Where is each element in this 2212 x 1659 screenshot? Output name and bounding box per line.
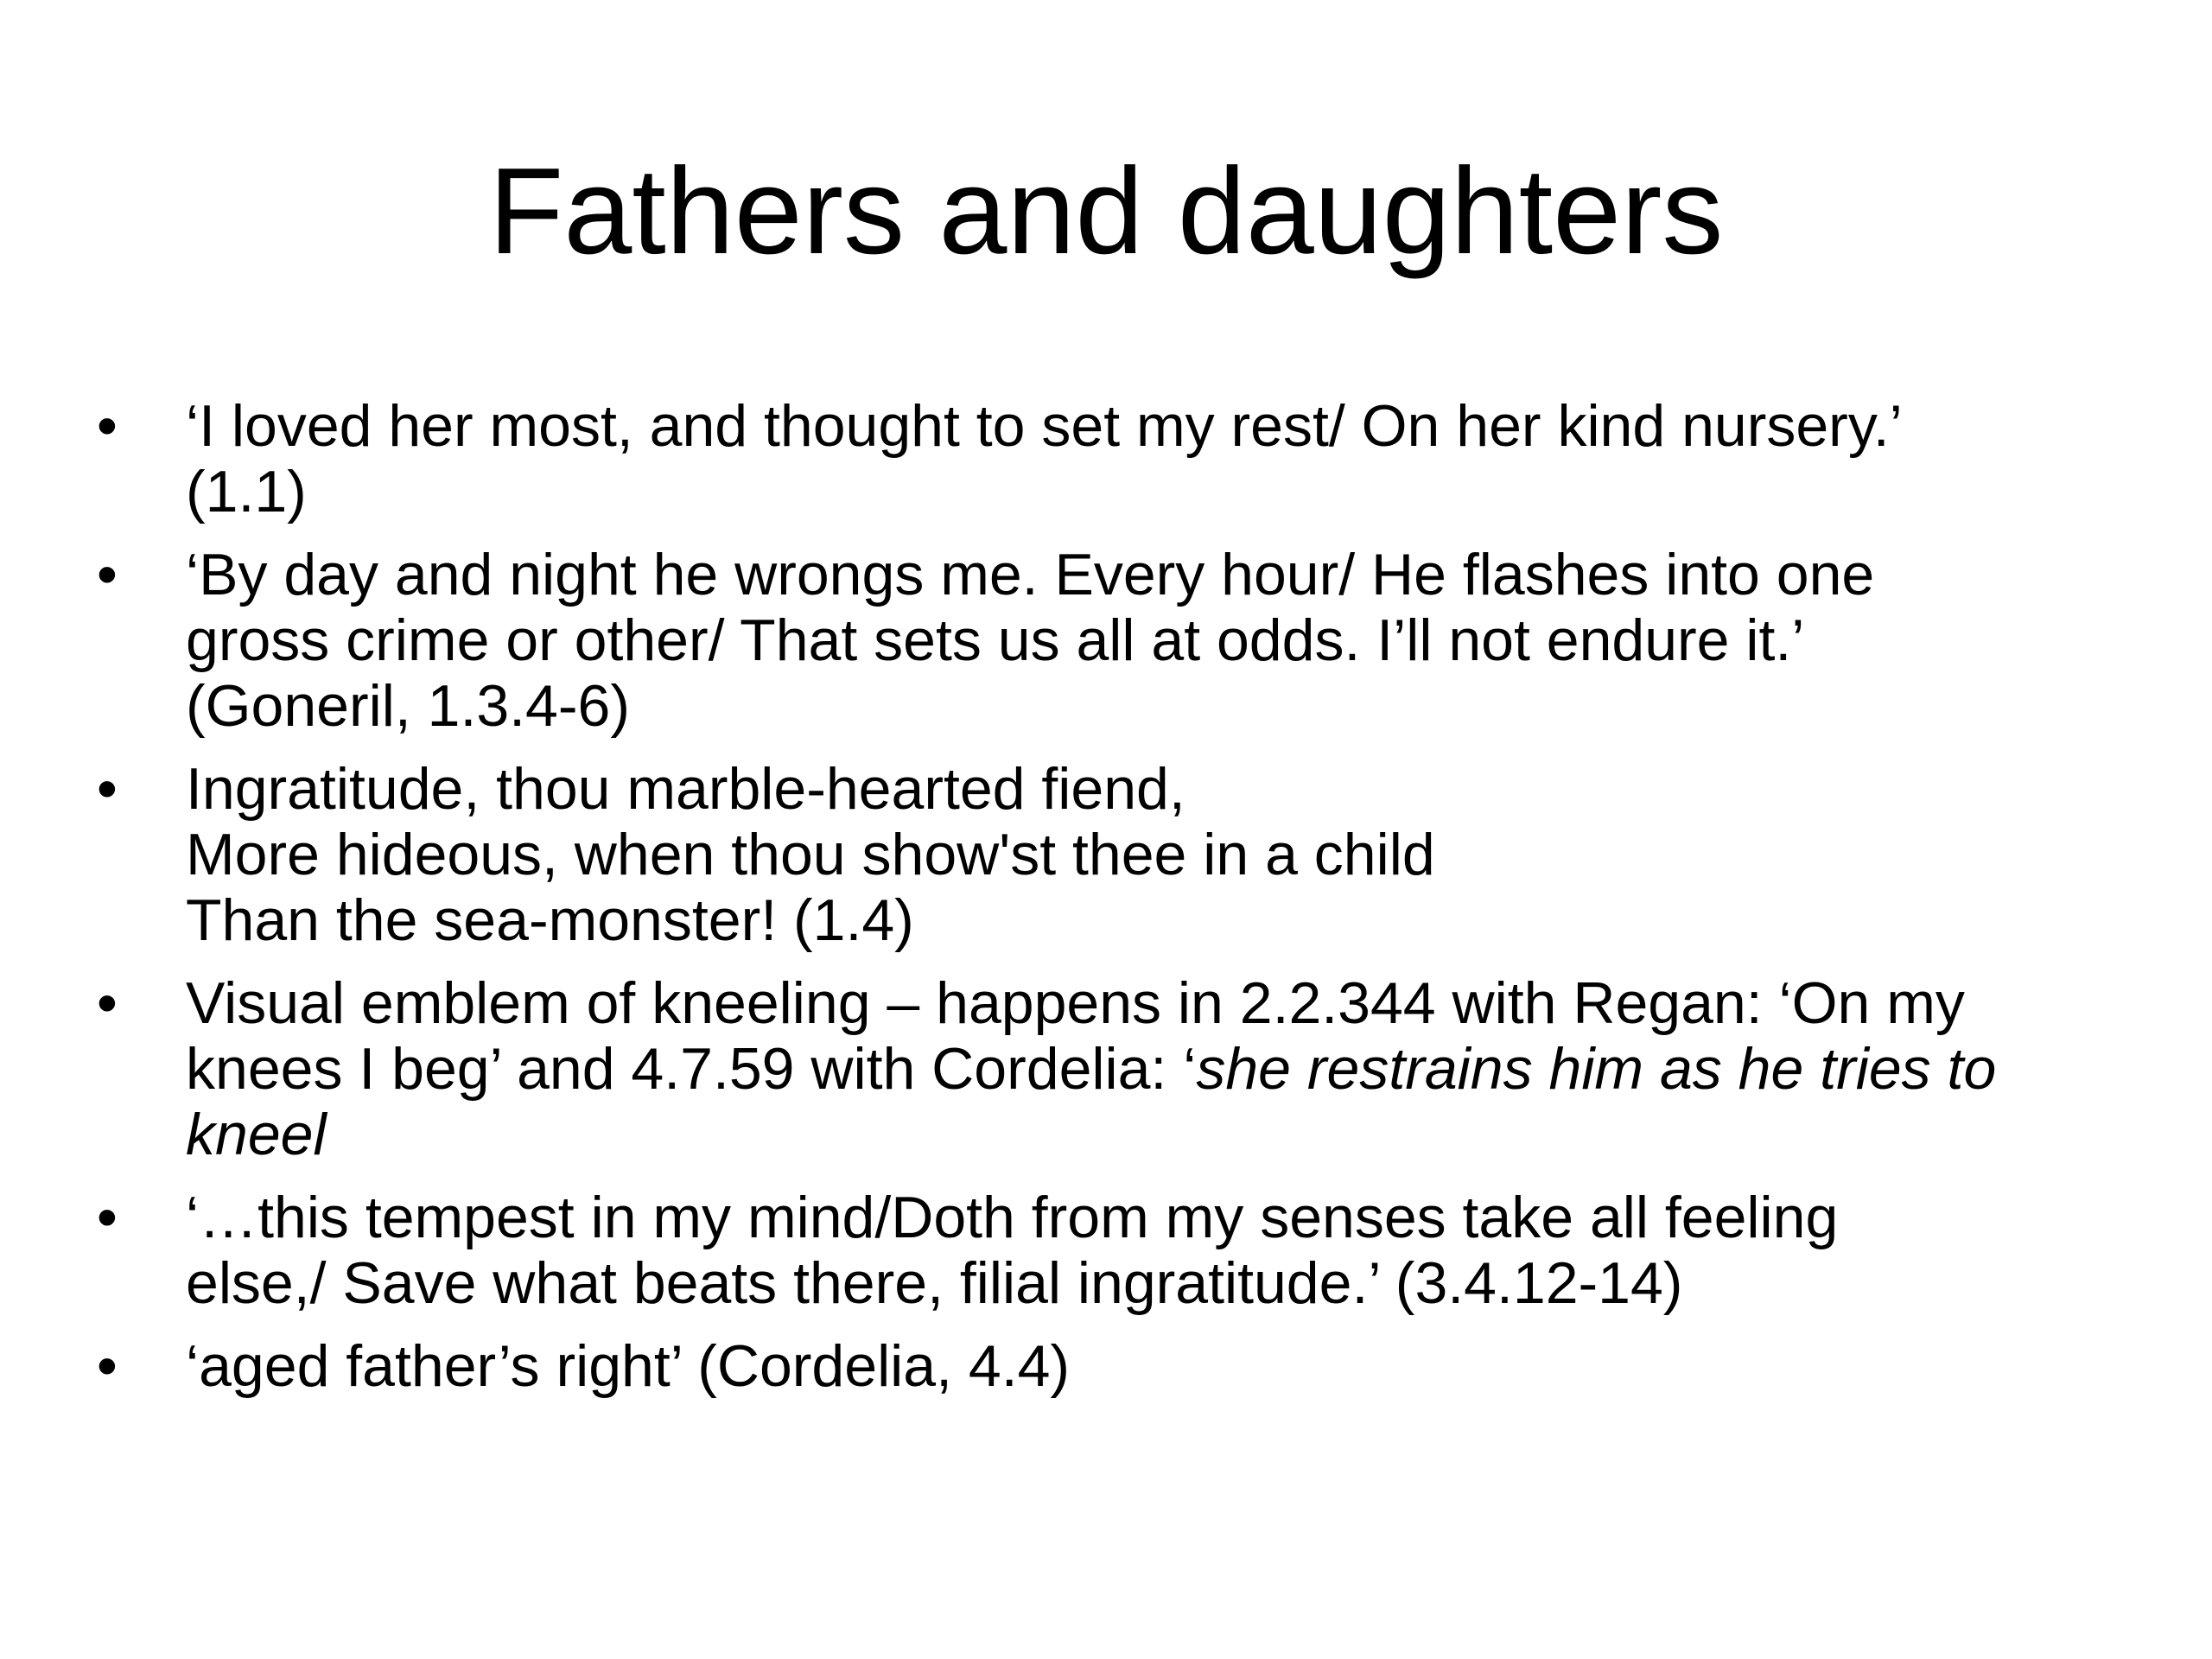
bullet-1-line-1: ‘I loved her most, and thought to set my rest/ On her kind nursery.’ [186, 393, 1903, 459]
bullet-4-line-3: kneel [186, 1102, 327, 1167]
bullet-item-3 [97, 756, 2127, 953]
bullet-item-4 [97, 970, 2127, 1167]
bullet-3-line-2: More hideous, when thou show'st thee in a child [186, 822, 1435, 887]
bullet-4-line-2-plain: knees I beg’ and 4.7.59 with Cordelia: ‘ [186, 1036, 1197, 1102]
bullet-2-line-1: ‘By day and night he wrongs me. Every hour/ He flashes into one [186, 542, 1875, 607]
bullet-2-line-2: gross crime or other/ That sets us all at odds. I’ll not endure it.’ [186, 607, 1805, 673]
bullet-icon: • [97, 1333, 118, 1399]
bullet-item-2 [97, 542, 2127, 739]
bullet-item-6 [97, 1333, 2127, 1399]
bullet-icon: • [97, 393, 118, 459]
bullet-item-1 [97, 393, 2127, 524]
bullet-3-line-3: Than the sea-monster! (1.4) [186, 887, 914, 953]
bullet-4-line-2 [186, 1036, 2127, 1102]
bullet-icon: • [97, 1185, 118, 1250]
bullet-4-line-2-italic: she restrains him as he tries to [1196, 1036, 1997, 1102]
bullet-6-line-1: ‘aged father’s right’ (Cordelia, 4.4) [186, 1333, 1071, 1399]
bullet-icon: • [97, 970, 118, 1036]
bullet-5-line-1: ‘…this tempest in my mind/Doth from my senses take all feeling [186, 1185, 1839, 1250]
bullet-item-5 [97, 1185, 2127, 1316]
bullet-icon: • [97, 756, 118, 822]
bullet-3-line-1: Ingratitude, thou marble-hearted fiend, [186, 756, 1185, 822]
bullet-4-line-1: Visual emblem of kneeling – happens in 2.2.344 with Regan: ‘On my [186, 970, 1965, 1036]
bullet-list [97, 393, 2127, 1416]
bullet-2-line-3: (Goneril, 1.3.4-6) [186, 673, 630, 739]
bullet-icon: • [97, 542, 118, 607]
bullet-1-line-2: (1.1) [186, 459, 307, 524]
slide-title: Fathers and daughters [488, 143, 1724, 280]
bullet-5-line-2: else,/ Save what beats there, filial ingratitude.’ (3.4.12-14) [186, 1250, 1683, 1316]
